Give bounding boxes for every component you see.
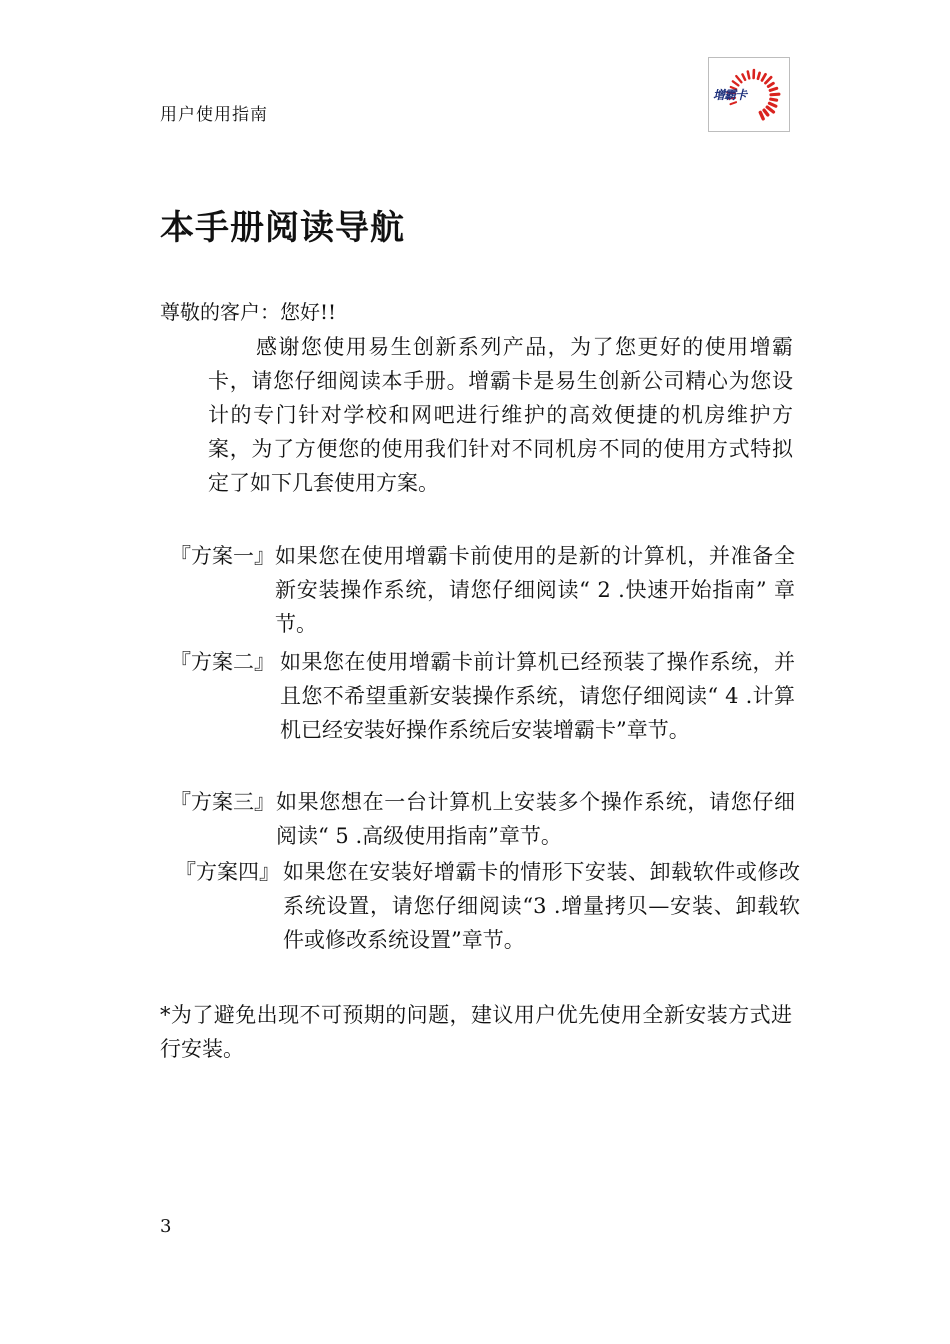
logo-ray [758, 73, 760, 79]
logo-ray [770, 88, 777, 90]
logo-ray [748, 72, 749, 79]
logo-ray [766, 77, 772, 83]
logo-ray [760, 112, 763, 118]
logo-ray [771, 94, 779, 95]
plan-4-text: 如果您在安装好增霸卡的情形下安装、卸载软件或修改系统设置，请您仔细阅读“3 .增量拷贝—安装、卸载软件或修改系统设置”章节。 [283, 860, 800, 952]
plan-4-label: 『方案四』 [175, 860, 280, 884]
running-header: 用户使用指南 [160, 105, 268, 125]
page-title: 本手册阅读导航 [160, 208, 405, 248]
logo-ray [768, 83, 773, 86]
logo-ray [767, 107, 773, 112]
greeting-text: 尊敬的客户：您好!! [160, 300, 337, 324]
plan-3-text: 如果您想在一台计算机上安装多个操作系统，请您仔细阅读“ 5 .高级使用指南”章节。 [276, 790, 795, 848]
logo-ray [762, 74, 766, 80]
plan-2-text: 如果您在使用增霸卡前计算机已经预装了操作系统，并且您不希望重新安装操作系统，请您仔细阅读“ 4 .计算机已经安装好操作系统后安装增霸卡”章节。 [280, 650, 795, 742]
intro-paragraph: 感谢您使用易生创新系列产品，为了您更好的使用增霸卡，请您仔细阅读本手册。增霸卡是易生创新公司精心为您设计的专门针对学校和网吧进行维护的高效便捷的机房维护方案，为了方便您的使用我们针对不同机房不同的使用方式特拟定了如下几套使用方案。 [208, 335, 793, 495]
logo-ray [736, 76, 741, 82]
brand-logo [708, 57, 790, 132]
recommendation-note: *为了避免出现不可预期的问题，建议用户优先使用全新安装方式进行安装。 [160, 1003, 792, 1061]
logo-ray [771, 99, 777, 100]
plan-2-label: 『方案二』 [170, 650, 275, 674]
logo-wordmark: 增霸卡 [713, 88, 747, 102]
plan-1-label: 『方案一』 [170, 544, 275, 568]
plan-1-text: 如果您在使用增霸卡前使用的是新的计算机，并准备全新安装操作系统，请您仔细阅读“ 2 .快速开始指南” 章节。 [275, 544, 795, 636]
logo-ray [742, 74, 745, 79]
page-number: 3 [160, 1216, 172, 1237]
plan-3-label: 『方案三』 [170, 790, 275, 814]
logo-ray [733, 81, 739, 85]
logo-ray [764, 110, 768, 115]
logo-ray [769, 103, 775, 106]
